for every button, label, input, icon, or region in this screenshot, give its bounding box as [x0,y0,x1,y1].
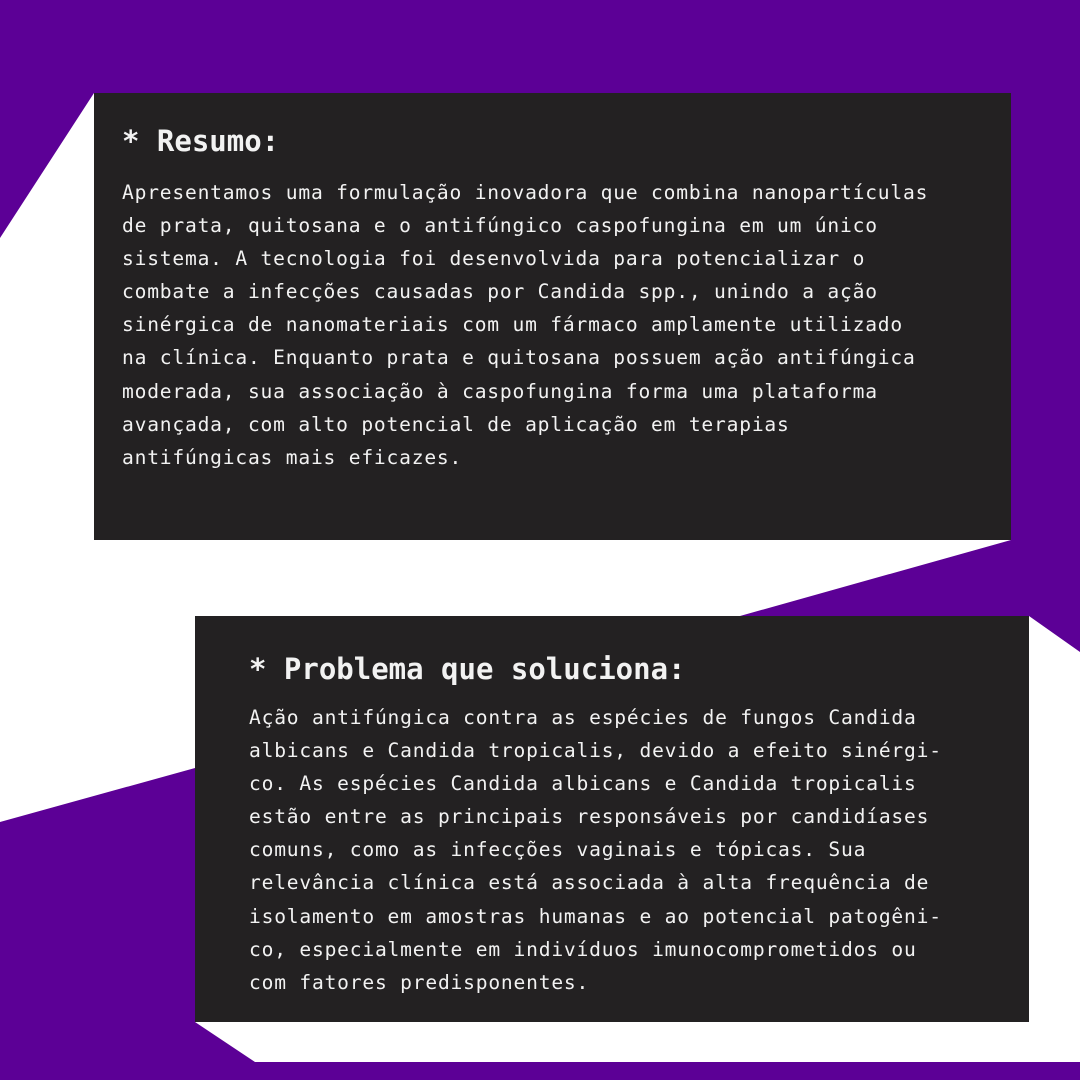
resumo-line: avançada, com alto potencial de aplicação em terapias [122,412,790,436]
problema-line: estão entre as principais responsáveis por candidíases [249,805,930,829]
resumo-line: Apresentamos uma formulação inovadora que combina nanopartículas [122,181,929,204]
resumo-line: antifúngicas mais eficazes. [122,445,463,469]
problema-line: Ação antifúngica contra as espécies de fungos Candida [249,706,917,729]
problema-line: co. As espécies Candida albicans e Candida tropicalis [249,772,917,796]
resumo-line: moderada, sua associação à caspofungina forma uma plataforma [122,379,878,403]
problema-line: albicans e Candida tropicalis, devido a efeito sinérgi- [249,739,942,763]
problema-line: com fatores predisponentes. [249,970,590,994]
resumo-title: * Resumo: [122,124,280,158]
resumo-line: de prata, quitosana e o antifúngico caspofungina em um único [122,214,878,238]
problema-title: * Problema que soluciona: [249,652,686,686]
problema-line: relevância clínica está associada à alta frequência de [249,871,930,895]
problema-card [195,616,1029,1022]
problema-text [249,701,1009,999]
resumo-line: combate a infecções causadas por Candida spp., unindo a ação [122,280,878,304]
problema-line: co, especialmente em indivíduos imunocomprometidos ou [249,937,917,961]
resumo-line: sistema. A tecnologia foi desenvolvida para potencializar o [122,247,866,271]
resumo-line: na clínica. Enquanto prata e quitosana possuem ação antifúngica [122,346,916,370]
resumo-line: sinérgica de nanomateriais com um fármaco amplamente utilizado [122,313,903,337]
resumo-text [122,176,991,474]
problema-line: isolamento em amostras humanas e ao potencial patogêni- [249,904,942,928]
problema-line: comuns, como as infecções vaginais e tópicas. Sua [249,838,867,862]
resumo-card [94,93,1011,540]
